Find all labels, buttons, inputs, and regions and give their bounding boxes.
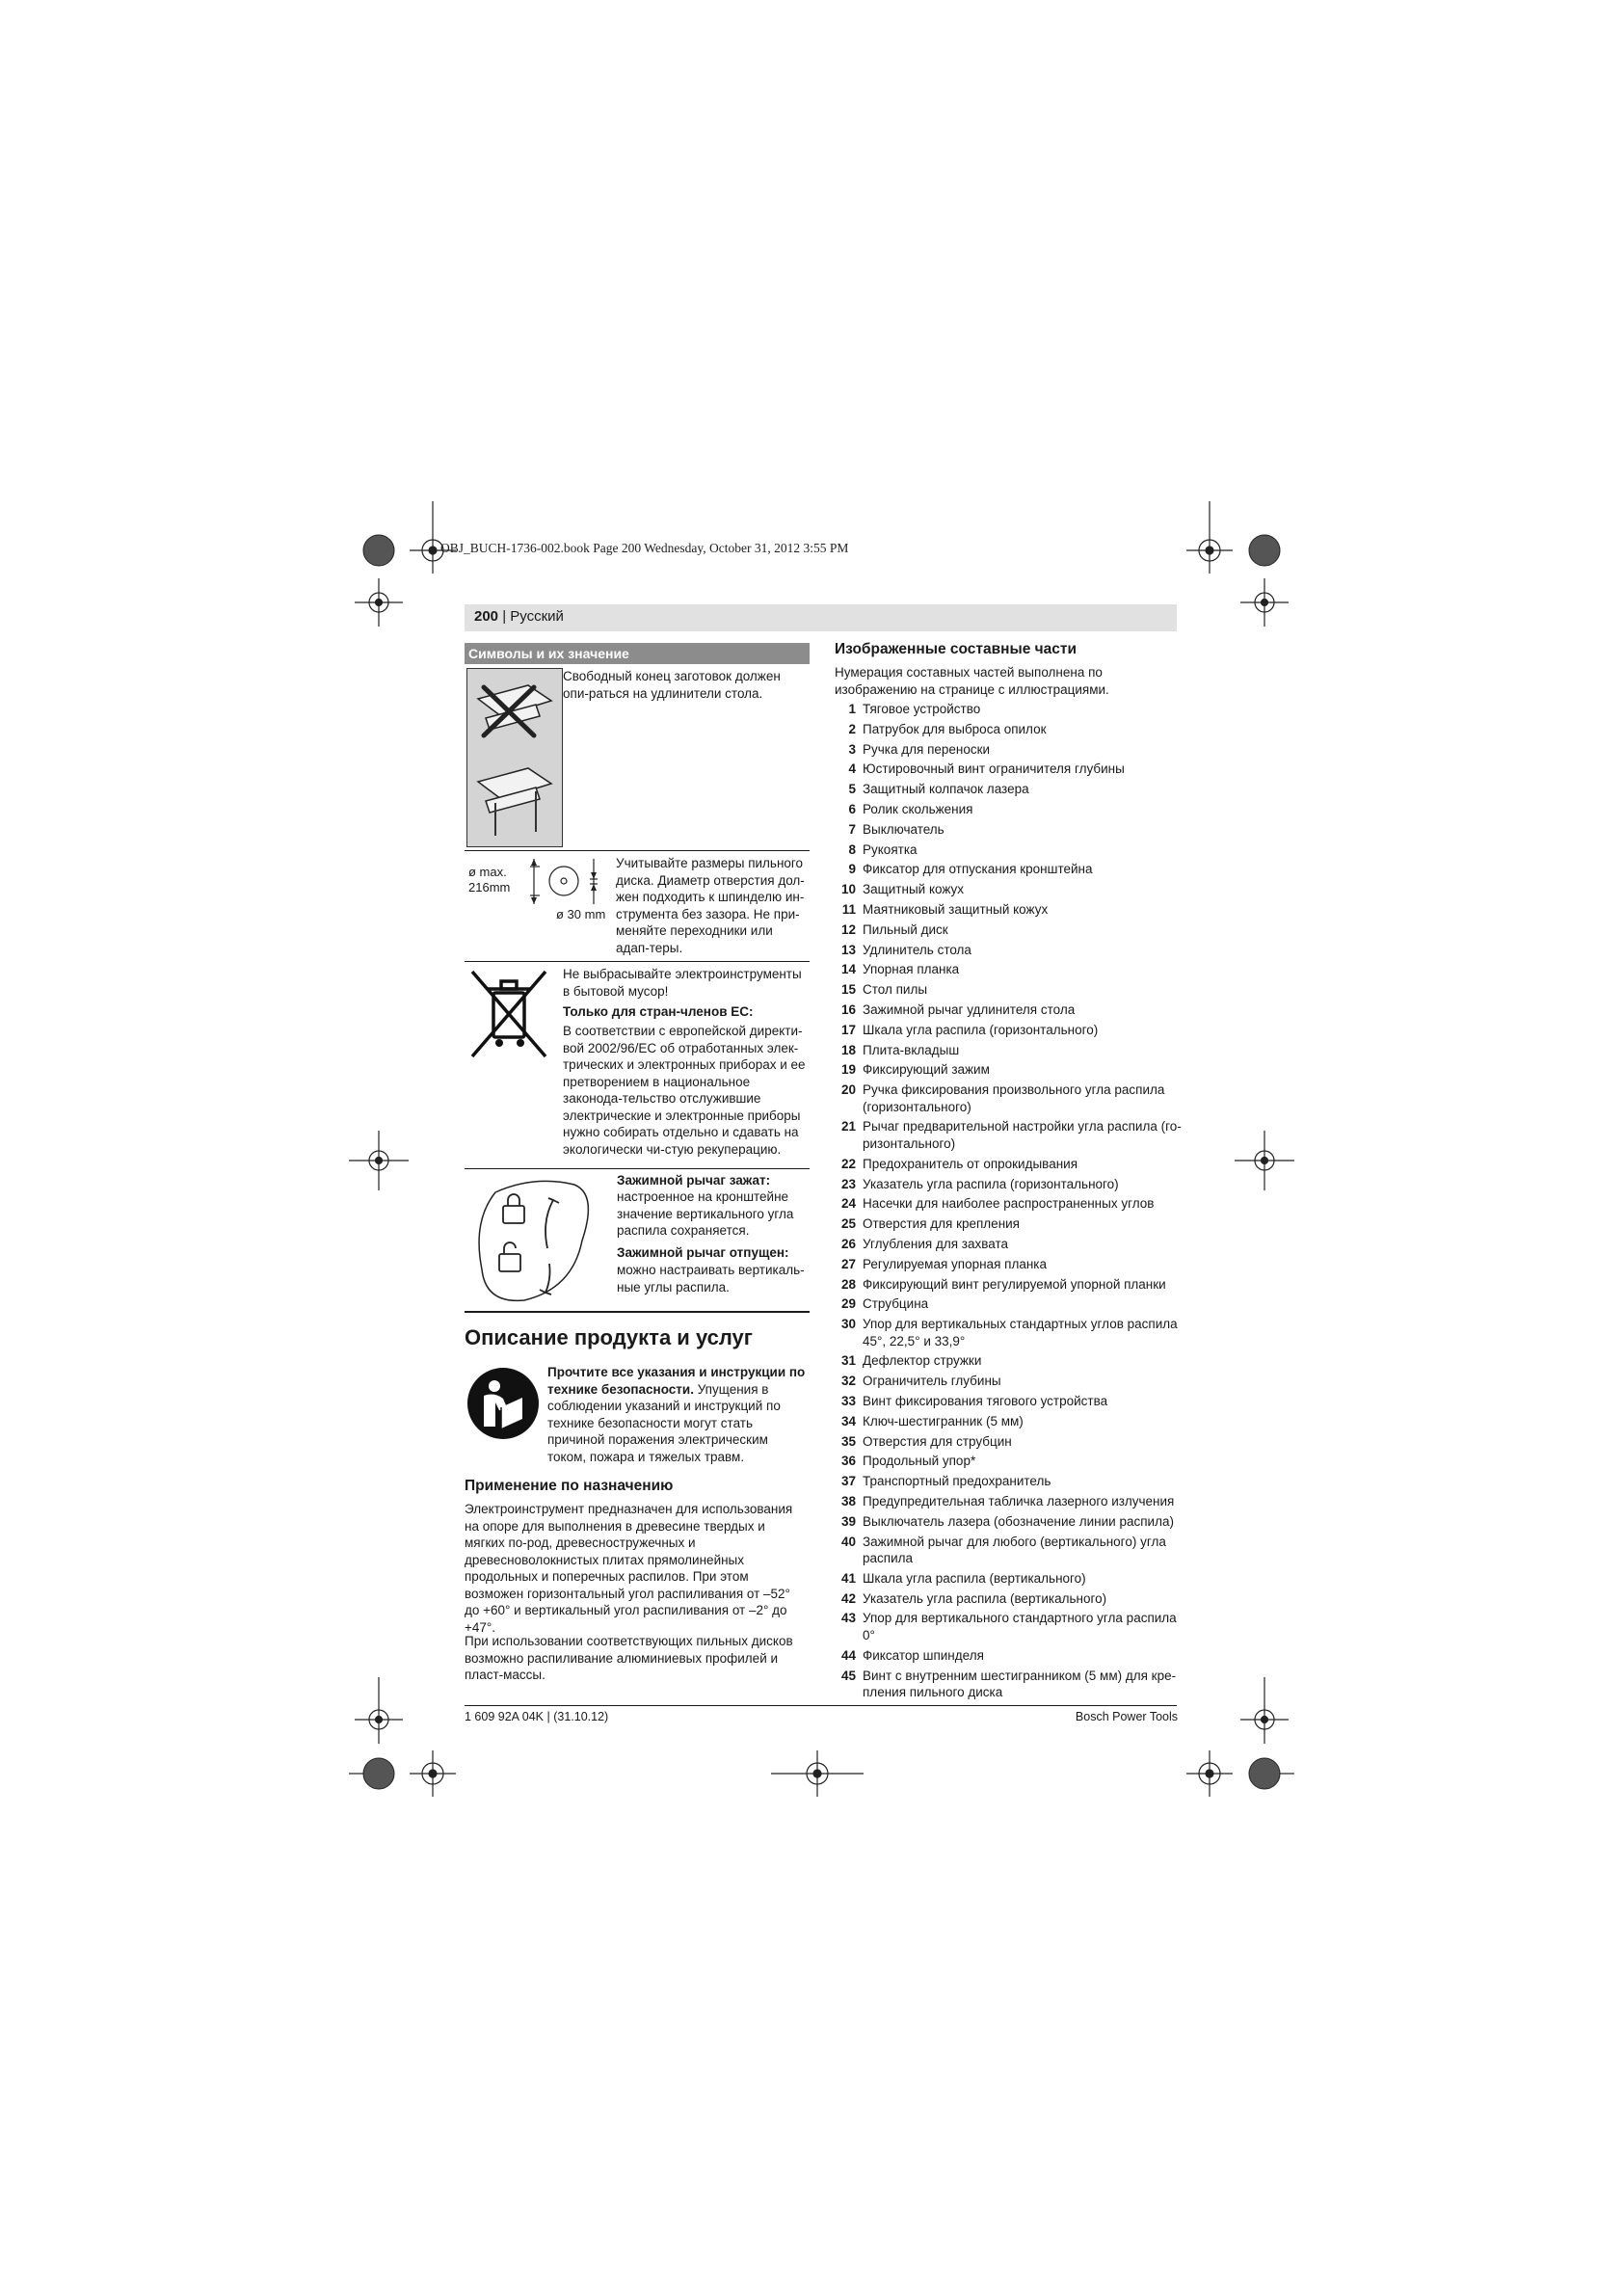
list-item xyxy=(835,1156,1182,1173)
part-label: Рычаг предварительной настройки угла распила (го-ризонтального) xyxy=(863,1119,1182,1151)
part-number: 30 xyxy=(840,1317,856,1332)
part-number: 21 xyxy=(840,1119,856,1135)
part-label: Отверстия для крепления xyxy=(863,1216,1020,1232)
part-label: Винт с внутренним шестигранником (5 мм) для кре-пления пильного диска xyxy=(863,1668,1177,1700)
part-number: 3 xyxy=(848,741,856,757)
part-number: 13 xyxy=(840,942,856,957)
blade-bore-label: ø 30 mm xyxy=(556,907,606,921)
crosshair-icon xyxy=(1240,1695,1289,1744)
saw-blade-icon xyxy=(520,854,607,914)
part-number: 11 xyxy=(841,901,856,917)
part-number: 12 xyxy=(840,921,856,937)
page-header xyxy=(474,608,564,625)
list-item xyxy=(835,1668,1182,1701)
list-item xyxy=(835,721,1182,738)
list-item xyxy=(835,921,1182,939)
part-label: Зажимной рычаг для любого (вертикального) угла распила xyxy=(863,1534,1166,1566)
part-label: Винт фиксирования тягового устройства xyxy=(863,1394,1108,1408)
part-number: 44 xyxy=(840,1647,856,1663)
symbols-title: Символы и их значение xyxy=(465,643,810,664)
part-number: 17 xyxy=(840,1022,856,1037)
footer-brand: Bosch Power Tools xyxy=(1075,1710,1178,1723)
part-number: 38 xyxy=(840,1493,856,1508)
divider xyxy=(465,961,810,962)
part-number: 37 xyxy=(840,1474,856,1489)
blade-size-label: 216mm xyxy=(468,880,511,894)
part-label: Тяговое устройство xyxy=(863,702,981,716)
list-item xyxy=(835,1453,1182,1470)
crosshair-icon xyxy=(410,501,456,574)
crosshair-icon xyxy=(355,578,403,627)
part-number: 20 xyxy=(840,1082,856,1098)
list-item xyxy=(835,801,1182,818)
part-label: Фиксирующий зажим xyxy=(863,1062,990,1078)
part-label: Транспортный предохранитель xyxy=(863,1474,1051,1489)
workpiece-support-icon xyxy=(466,668,563,847)
list-item xyxy=(835,942,1182,959)
part-label: Защитный кожух xyxy=(863,882,965,897)
part-number: 34 xyxy=(840,1413,856,1428)
part-number: 23 xyxy=(840,1176,856,1191)
part-label: Предупредительная табличка лазерного излучения xyxy=(863,1493,1175,1508)
part-number: 29 xyxy=(840,1296,856,1312)
crosshair-icon xyxy=(771,1750,864,1797)
list-item xyxy=(835,981,1182,999)
list-item xyxy=(835,1176,1182,1193)
list-item xyxy=(835,1316,1182,1349)
part-number: 9 xyxy=(848,862,856,877)
page-number: 200 xyxy=(474,608,499,625)
list-item xyxy=(835,1570,1182,1588)
list-item xyxy=(835,1647,1182,1665)
part-number: 36 xyxy=(840,1454,856,1469)
part-number: 4 xyxy=(848,761,856,777)
list-item xyxy=(835,761,1182,778)
part-label: Фиксатор шпинделя xyxy=(863,1647,984,1663)
footer-doc-number: 1 609 92A 04K | (31.10.12) xyxy=(465,1710,609,1723)
crosshair-icon xyxy=(349,1131,409,1190)
list-item xyxy=(835,1215,1182,1233)
part-number: 5 xyxy=(848,782,856,797)
part-label: Стол пилы xyxy=(863,982,928,998)
lever-clamped-label: Зажимной рычаг зажат: xyxy=(617,1173,771,1188)
part-label: Патрубок для выброса опилок xyxy=(863,721,1047,736)
part-number: 7 xyxy=(848,821,856,837)
part-number: 8 xyxy=(848,841,856,857)
safety-warning xyxy=(547,1364,809,1465)
part-label: Юстировочный винт ограничителя глубины xyxy=(863,761,1125,777)
list-item xyxy=(835,901,1182,919)
list-item xyxy=(835,881,1182,898)
divider xyxy=(465,1311,810,1313)
part-label: Выключатель лазера (обозначение линии распила) xyxy=(863,1513,1174,1529)
part-label: Регулируемая упорная планка xyxy=(863,1256,1047,1271)
part-number: 2 xyxy=(848,721,856,736)
weee-bin-icon xyxy=(466,966,551,1062)
list-item xyxy=(835,1534,1182,1567)
part-label: Продольный упор* xyxy=(863,1454,976,1469)
list-item xyxy=(835,1081,1182,1115)
header-separator: | xyxy=(498,608,511,625)
crosshair-icon xyxy=(355,1695,403,1744)
part-number: 22 xyxy=(840,1156,856,1171)
part-number: 40 xyxy=(840,1534,856,1549)
part-number: 35 xyxy=(840,1433,856,1449)
part-label: Предохранитель от опрокидывания xyxy=(863,1156,1078,1171)
list-item xyxy=(835,781,1182,798)
part-label: Шкала угла распила (вертикального) xyxy=(863,1570,1086,1586)
parts-title: Изображенные составные части xyxy=(835,641,1078,657)
blade-max-label: ø max. xyxy=(468,865,507,879)
symbol-text-weee: Не выбрасывайте электроинструменты в бытовой мусор! xyxy=(563,967,802,999)
list-item xyxy=(835,1061,1182,1079)
crosshair-icon xyxy=(410,1750,456,1797)
part-label: Ограничитель глубины xyxy=(863,1374,1001,1389)
part-label: Ручка фиксирования произвольного угла распила (горизонтального) xyxy=(863,1082,1165,1114)
read-manual-icon xyxy=(466,1367,540,1440)
list-item xyxy=(835,1373,1182,1390)
part-number: 41 xyxy=(840,1570,856,1586)
list-item xyxy=(835,741,1182,759)
divider xyxy=(465,1168,810,1169)
list-item xyxy=(835,961,1182,978)
list-item xyxy=(835,1236,1182,1253)
safety-warning-bold: Прочтите все указания и инструкции по технике безопасности. xyxy=(547,1365,806,1397)
part-label: Ролик скольжения xyxy=(863,801,973,816)
list-item xyxy=(835,861,1182,878)
part-label: Плита-вкладыш xyxy=(863,1042,960,1057)
symbol-text-support: Свободный конец заготовок должен опи-раться на удлинители стола. xyxy=(563,669,781,701)
crosshair-icon xyxy=(1240,578,1289,627)
part-number: 26 xyxy=(840,1236,856,1251)
crosshair-icon xyxy=(1235,1131,1294,1190)
list-item xyxy=(835,1042,1182,1059)
list-item xyxy=(835,1610,1182,1643)
list-item xyxy=(835,1276,1182,1294)
list-item xyxy=(835,841,1182,859)
part-label: Фиксатор для отпускания кронштейна xyxy=(863,862,1093,877)
divider xyxy=(465,850,810,851)
list-item xyxy=(835,1295,1182,1313)
part-label: Зажимной рычаг удлинителя стола xyxy=(863,1001,1076,1017)
purpose-paragraph-2: При использовании соответствующих пильных дисков возможно распиливание алюминиевых профилей и пласт-массы. xyxy=(465,1634,793,1682)
part-label: Шкала угла распила (горизонтального) xyxy=(863,1022,1099,1037)
crosshair-icon xyxy=(1186,501,1233,574)
part-number: 15 xyxy=(840,982,856,998)
part-label: Маятниковый защитный кожух xyxy=(863,901,1049,917)
part-label: Рукоятка xyxy=(863,841,918,857)
list-item xyxy=(835,1118,1182,1152)
header-language: Русский xyxy=(510,608,564,625)
part-label: Защитный колпачок лазера xyxy=(863,782,1029,797)
part-label: Фиксирующий винт регулируемой упорной планки xyxy=(863,1276,1166,1292)
part-number: 28 xyxy=(840,1276,856,1292)
part-number: 18 xyxy=(840,1042,856,1057)
part-label: Отверстия для струбцин xyxy=(863,1433,1012,1449)
lever-released-text: можно настраивать вертикаль-ные углы распила. xyxy=(617,1263,805,1295)
footer-rule xyxy=(465,1705,1177,1706)
part-number: 24 xyxy=(840,1196,856,1212)
print-slug: OBJ_BUCH-1736-002.book Page 200 Wednesday, October 31, 2012 3:55 PM xyxy=(440,541,849,555)
list-item xyxy=(835,1590,1182,1608)
list-item xyxy=(835,1001,1182,1019)
part-number: 43 xyxy=(840,1611,856,1626)
part-number: 6 xyxy=(848,801,856,816)
part-label: Упор для вертикальных стандартных углов распила 45°, 22,5° и 33,9° xyxy=(863,1317,1178,1348)
list-item xyxy=(835,1433,1182,1451)
part-label: Выключатель xyxy=(863,821,945,837)
part-label: Насечки для наиболее распространенных углов xyxy=(863,1196,1155,1212)
part-label: Углубления для захвата xyxy=(863,1236,1008,1251)
parts-list xyxy=(835,701,1182,1704)
crosshair-icon xyxy=(1186,1750,1233,1797)
part-number: 39 xyxy=(840,1513,856,1529)
part-label: Струбцина xyxy=(863,1296,929,1312)
lever-clamped-text: настроенное на кронштейне значение вертикального угла распила сохраняется. xyxy=(617,1189,794,1238)
part-number: 27 xyxy=(840,1256,856,1271)
list-item xyxy=(835,1195,1182,1213)
part-number: 16 xyxy=(840,1001,856,1017)
list-item xyxy=(835,1473,1182,1490)
part-number: 33 xyxy=(840,1394,856,1408)
purpose-title: Применение по назначению xyxy=(465,1478,674,1494)
parts-intro: Нумерация составных частей выполнена по изображению на странице с иллюстрациями. xyxy=(835,665,1109,697)
part-label: Упорная планка xyxy=(863,962,960,977)
part-number: 25 xyxy=(840,1216,856,1232)
list-item xyxy=(835,1393,1182,1410)
part-number: 1 xyxy=(848,702,856,716)
list-item xyxy=(835,1022,1182,1039)
lever-released-label: Зажимной рычаг отпущен: xyxy=(617,1245,789,1260)
symbol-text-blade: Учитывайте размеры пильного диска. Диаметр отверстия дол-жен подходить к шпинделю ин-струмента без зазора. Не при-меняйте переходники или адап-теры. xyxy=(616,856,805,955)
part-number: 32 xyxy=(840,1374,856,1389)
part-label: Указатель угла распила (вертикального) xyxy=(863,1590,1107,1606)
list-item xyxy=(835,1513,1182,1531)
list-item xyxy=(835,1256,1182,1273)
list-item xyxy=(835,1493,1182,1510)
part-number: 10 xyxy=(840,882,856,897)
symbol-text-weee-directive: В соответствии с европейской директи-вой 2002/96/ЕС об отработанных элек-трических и электронных приборах и ее претворением в национальное законода-тельство отслужившие электрические и электронные приборы нужно собирать отдельно и сдавать на экологически чи-стую рекуперацию. xyxy=(563,1024,806,1157)
page-header-bar xyxy=(465,604,1177,631)
part-number: 19 xyxy=(840,1062,856,1078)
list-item xyxy=(835,701,1182,718)
part-label: Ручка для переноски xyxy=(863,741,991,757)
part-label: Дефлектор стружки xyxy=(863,1353,982,1369)
part-number: 45 xyxy=(840,1668,856,1683)
part-number: 31 xyxy=(840,1353,856,1369)
part-label: Указатель угла распила (горизонтального) xyxy=(863,1176,1119,1191)
list-item xyxy=(835,821,1182,839)
part-number: 14 xyxy=(840,962,856,977)
part-number: 42 xyxy=(840,1590,856,1606)
section-title: Описание продукта и услуг xyxy=(465,1325,753,1349)
part-label: Удлинитель стола xyxy=(863,942,971,957)
list-item xyxy=(835,1413,1182,1430)
part-label: Ключ-шестигранник (5 мм) xyxy=(863,1413,1024,1428)
clamping-lever-icon xyxy=(466,1173,607,1306)
part-label: Упор для вертикального стандартного угла распила 0° xyxy=(863,1611,1177,1642)
list-item xyxy=(835,1352,1182,1370)
symbol-text-weee-eu: Только для стран-членов ЕС: xyxy=(563,1004,754,1019)
part-label: Пильный диск xyxy=(863,921,948,937)
purpose-paragraph-1: Электроинструмент предназначен для использования на опоре для выполнения в древесине твердых и мягких по-род, древесностружечных и древесноволокнистых плитах прямолинейных продольных и поперечных распилов. При этом возможен горизонтальный угол распиливания от –52° до +60° и вертикальный угол распиливания от –2° до +47°. xyxy=(465,1502,793,1635)
safety-warning-text: Упущения в соблюдении указаний и инструкций по технике безопасности могут стать причиной поражения электрическим током, пожара и тяжелых травм. xyxy=(547,1381,781,1464)
